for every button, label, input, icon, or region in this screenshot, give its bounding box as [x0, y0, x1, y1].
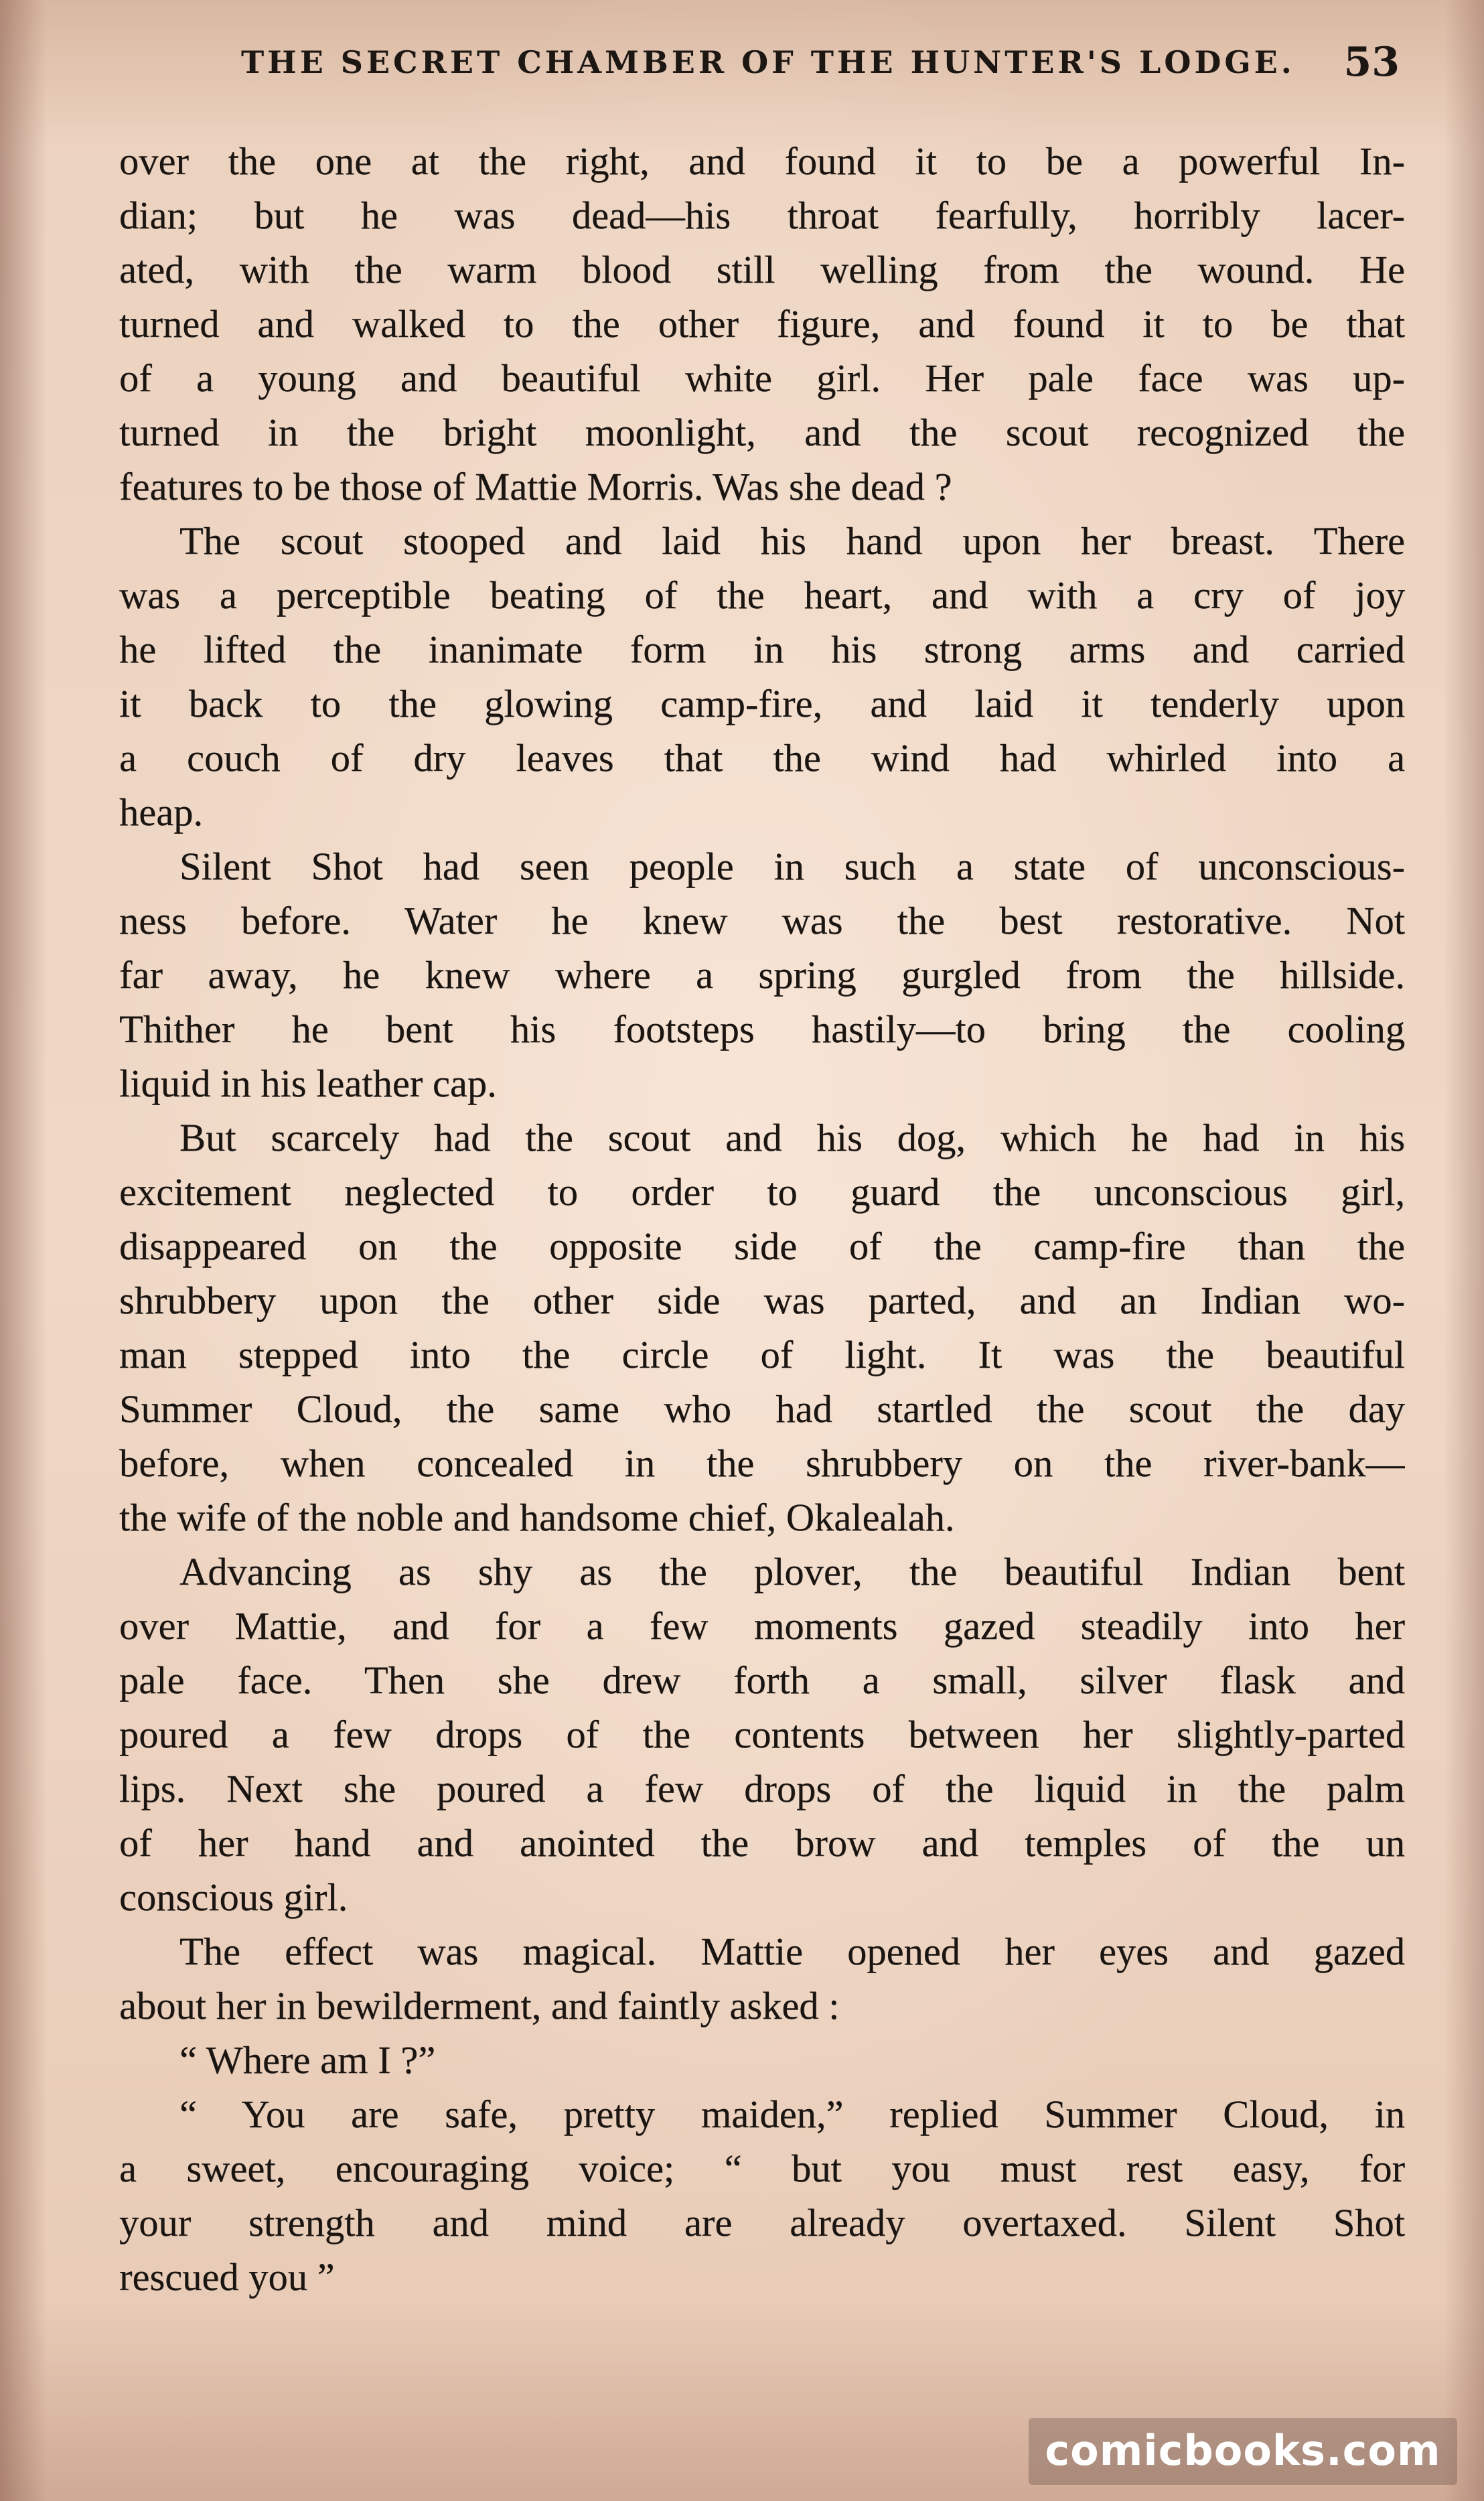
page-right-edge [1444, 0, 1484, 2501]
text-line: far away, he knew where a spring gurgled from the hillside. [119, 953, 1405, 997]
text-line: conscious girl. [119, 1875, 348, 1919]
page-header [241, 39, 1406, 92]
text-line: turned in the bright moonlight, and the scout recognized the [119, 411, 1405, 454]
text-line: man stepped into the circle of light. It was the beautiful [119, 1333, 1405, 1376]
text-line: But scarcely had the scout and his dog, which he had in his [179, 1116, 1405, 1159]
text-line: heap. [119, 790, 204, 834]
text-line: ated, with the warm blood still welling from the wound. He [119, 248, 1405, 291]
text-line: liquid in his leather cap. [119, 1062, 497, 1105]
text-line: features to be those of Mattie Morris. Was she dead ? [119, 465, 952, 508]
text-line: “ Where am I ?” [179, 2038, 436, 2082]
paragraph [119, 1924, 1405, 2033]
text-line: over Mattie, and for a few moments gazed steadily into her [119, 1604, 1405, 1648]
text-line: over the one at the right, and found it to be a powerful In- [119, 139, 1405, 183]
page-number: 53 [1343, 39, 1400, 86]
text-line: was a perceptible beating of the heart, and with a cry of joy [119, 573, 1405, 617]
text-line: Silent Shot had seen people in such a state of unconscious- [179, 845, 1405, 888]
page-left-edge [0, 0, 47, 2501]
text-line: “ You are safe, pretty maiden,” replied Summer Cloud, in [179, 2092, 1405, 2136]
text-line: The effect was magical. Mattie opened her eyes and gazed [179, 1930, 1405, 1973]
text-line: rescued you ” [119, 2255, 335, 2299]
paragraph [119, 134, 1405, 514]
text-line: your strength and mind are already overtaxed. Silent Shot [119, 2201, 1405, 2244]
paragraph [119, 1111, 1405, 1545]
text-line: poured a few drops of the contents between her slightly-parted [119, 1713, 1405, 1756]
text-line: a sweet, encouraging voice; “ but you must rest easy, for [119, 2147, 1405, 2190]
text-line: pale face. Then she drew forth a small, silver flask and [119, 1658, 1405, 1702]
text-line: lips. Next she poured a few drops of the liquid in the palm [119, 1767, 1405, 1810]
text-line: it back to the glowing camp-fire, and laid it tenderly upon [119, 682, 1405, 725]
text-line: disappeared on the opposite side of the camp-fire than the [119, 1224, 1405, 1268]
text-line: of a young and beautiful white girl. Her pale face was up- [119, 356, 1405, 400]
text-line: shrubbery upon the other side was parted, and an Indian wo- [119, 1279, 1405, 1322]
text-line: dian; but he was dead—his throat fearfully, horribly lacer- [119, 194, 1405, 237]
text-line: Thither he bent his footsteps hastily—to bring the cooling [119, 1007, 1405, 1051]
paragraph [119, 514, 1405, 839]
page-body-text [119, 134, 1405, 2304]
text-line: of her hand and anointed the brow and temples of the un [119, 1821, 1405, 1865]
text-line: Advancing as shy as the plover, the beautiful Indian bent [179, 1550, 1405, 1593]
text-line: he lifted the inanimate form in his strong arms and carried [119, 628, 1405, 671]
text-line: ness before. Water he knew was the best restorative. Not [119, 899, 1405, 942]
running-title: THE SECRET CHAMBER OF THE HUNTER'S LODGE. [241, 44, 1295, 80]
text-line: excitement neglected to order to guard the unconscious girl, [119, 1170, 1405, 1214]
text-line: Summer Cloud, the same who had startled the scout the day [119, 1387, 1405, 1431]
paragraph [119, 2087, 1405, 2304]
text-line: before, when concealed in the shrubbery on the river-bank— [119, 1441, 1405, 1485]
watermark-text: comicbooks.com [1045, 2426, 1441, 2475]
text-line: the wife of the noble and handsome chief, Okalealah. [119, 1496, 955, 1539]
text-line: turned and walked to the other figure, and found it to be that [119, 302, 1405, 346]
watermark-badge [1029, 2418, 1457, 2485]
text-line: The scout stooped and laid his hand upon her breast. There [179, 519, 1405, 563]
paragraph [119, 839, 1405, 1111]
paragraph [119, 1545, 1405, 1924]
paragraph [119, 2033, 1405, 2087]
text-line: about her in bewilderment, and faintly asked : [119, 1984, 840, 2027]
text-line: a couch of dry leaves that the wind had whirled into a [119, 736, 1405, 780]
